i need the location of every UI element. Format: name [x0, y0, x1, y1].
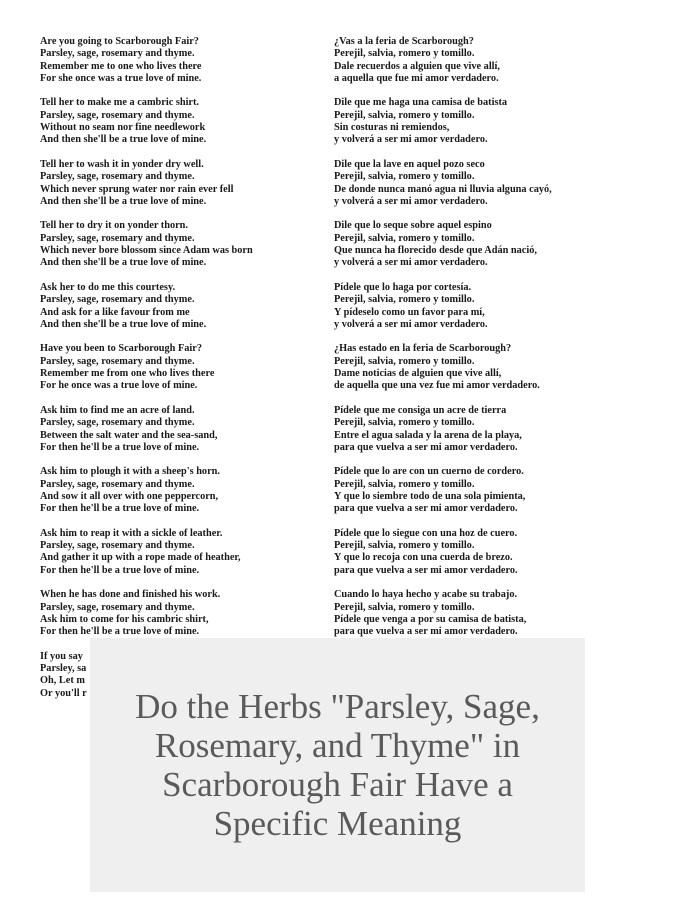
lyric-line: para que vuelva a ser mi amor verdadero.: [334, 626, 518, 638]
lyric-line: Perejil, salvia, romero y tomillo.: [334, 540, 475, 552]
lyric-line: Parsley, sage, rosemary and thyme.: [40, 355, 195, 367]
lyric-line: Parsley, sage, rosemary and thyme.: [40, 601, 195, 613]
lyric-line: And gather it up with a rope made of heather,: [40, 552, 241, 564]
stanza: [40, 97, 320, 146]
lyric-line: Or you'll r: [40, 687, 87, 699]
lyric-line: para que vuelva a ser mi amor verdadero.: [334, 441, 518, 453]
lyric-line: And ask for a like favour from me: [40, 306, 190, 318]
stanza: [40, 528, 320, 577]
lyric-line: Between the salt water and the sea-sand,: [40, 429, 218, 441]
stanza: [40, 159, 320, 208]
lyric-line: y volverá a ser mi amor verdadero.: [334, 318, 488, 330]
stanza: [40, 466, 320, 515]
lyric-line: Dile que la lave en aquel pozo seco: [334, 158, 485, 170]
lyric-line: Ask her to do me this courtesy.: [40, 281, 176, 293]
stanza: [334, 466, 654, 515]
lyric-line: Dale recuerdos a alguien que vive allí,: [334, 60, 500, 72]
lyric-line: For then he'll be a true love of mine.: [40, 626, 200, 638]
lyric-line: Perejil, salvia, romero y tomillo.: [334, 171, 475, 183]
lyric-line: Parsley, sage, rosemary and thyme.: [40, 540, 195, 552]
lyric-line: Pídele que me consiga un acre de tierra: [334, 404, 507, 416]
lyric-line: And then she'll be a true love of mine.: [40, 195, 207, 207]
lyric-line: ¿Has estado en la feria de Scarborough?: [334, 343, 512, 355]
lyric-line: Pídele que lo are con un cuerno de cordero.: [334, 466, 524, 478]
lyric-line: Perejil, salvia, romero y tomillo.: [334, 417, 475, 429]
stanza: [334, 97, 654, 146]
lyric-line: When he has done and finished his work.: [40, 589, 221, 601]
lyric-line: Perejil, salvia, romero y tomillo.: [334, 232, 475, 244]
stanza: [334, 405, 654, 454]
lyric-line: Ask him to come for his cambric shirt,: [40, 613, 209, 625]
lyric-line: Tell her to wash it in yonder dry well.: [40, 158, 204, 170]
lyric-line: Dame noticias de alguien que vive allí,: [334, 368, 502, 380]
lyric-line: Perejil, salvia, romero y tomillo.: [334, 478, 475, 490]
lyric-line: Ask him to find me an acre of land.: [40, 404, 195, 416]
lyric-line: para que vuelva a ser mi amor verdadero.: [334, 564, 518, 576]
lyric-line: Parsley, sa: [40, 663, 87, 675]
lyric-line: Sin costuras ni remiendos,: [334, 122, 450, 134]
lyric-line: Perejil, salvia, romero y tomillo.: [334, 355, 475, 367]
lyric-line: Pídele que lo haga por cortesía.: [334, 281, 472, 293]
lyric-line: Perejil, salvia, romero y tomillo.: [334, 48, 475, 60]
stanza: [334, 220, 654, 269]
lyric-line: Have you been to Scarborough Fair?: [40, 343, 202, 355]
stanza: [40, 405, 320, 454]
lyric-line: Parsley, sage, rosemary and thyme.: [40, 232, 195, 244]
lyric-line: y volverá a ser mi amor verdadero.: [334, 134, 488, 146]
lyric-line: Which never sprung water nor rain ever fell: [40, 183, 234, 195]
lyric-line: y volverá a ser mi amor verdadero.: [334, 195, 488, 207]
lyric-line: Which never bore blossom since Adam was born: [40, 245, 253, 257]
stanza: [40, 220, 320, 269]
lyric-line: Y pídeselo como un favor para mí,: [334, 306, 485, 318]
lyric-line: Without no seam nor fine needlework: [40, 122, 206, 134]
lyric-line: Remember me from one who lives there: [40, 368, 215, 380]
stanza: [40, 36, 320, 85]
lyric-line: Pídele que lo siegue con una hoz de cuero.: [334, 527, 518, 539]
lyric-line: Perejil, salvia, romero y tomillo.: [334, 109, 475, 121]
lyric-line: para que vuelva a ser mi amor verdadero.: [334, 503, 518, 515]
lyric-line: For he once was a true love of mine.: [40, 380, 198, 392]
lyric-line: Parsley, sage, rosemary and thyme.: [40, 294, 195, 306]
lyric-line: Ask him to reap it with a sickle of leather.: [40, 527, 223, 539]
lyric-line: Ask him to plough it with a sheep's horn.: [40, 466, 220, 478]
lyric-line: Entre el agua salada y la arena de la playa,: [334, 429, 522, 441]
lyric-line: Cuando lo haya hecho y acabe su trabajo.: [334, 589, 518, 601]
lyric-line: For then he'll be a true love of mine.: [40, 503, 200, 515]
lyric-line: Parsley, sage, rosemary and thyme.: [40, 171, 195, 183]
lyric-line: Are you going to Scarborough Fair?: [40, 36, 199, 47]
lyric-line: Que nunca ha florecido desde que Adán nació,: [334, 245, 537, 257]
stanza: [334, 589, 654, 638]
lyric-line: And then she'll be a true love of mine.: [40, 257, 207, 269]
stanza: [40, 282, 320, 331]
spanish-lyrics-column: [334, 36, 654, 651]
lyric-line: De donde nunca manó agua ni lluvia alguna cayó,: [334, 183, 552, 195]
title-overlay-card: [90, 638, 585, 892]
lyric-line: Pídele que venga a por su camisa de batista,: [334, 613, 527, 625]
lyric-line: Tell her to make me a cambric shirt.: [40, 97, 200, 109]
lyric-line: Parsley, sage, rosemary and thyme.: [40, 48, 195, 60]
lyric-line: a aquella que fue mi amor verdadero.: [334, 72, 499, 84]
stanza: [40, 589, 320, 638]
lyric-line: Tell her to dry it on yonder thorn.: [40, 220, 188, 232]
lyric-line: Parsley, sage, rosemary and thyme.: [40, 109, 195, 121]
lyric-line: Y que lo recoja con una cuerda de brezo.: [334, 552, 513, 564]
stanza: [40, 343, 320, 392]
lyric-line: Parsley, sage, rosemary and thyme.: [40, 417, 195, 429]
lyric-line: And sow it all over with one peppercorn,: [40, 490, 219, 502]
lyric-line: Perejil, salvia, romero y tomillo.: [334, 601, 475, 613]
lyric-line: Dile que lo seque sobre aquel espino: [334, 220, 492, 232]
lyric-line: y volverá a ser mi amor verdadero.: [334, 257, 488, 269]
lyric-line: Parsley, sage, rosemary and thyme.: [40, 478, 195, 490]
lyric-line: Oh, Let m: [40, 675, 85, 687]
lyric-line: Y que lo siembre todo de una sola pimienta,: [334, 490, 526, 502]
stanza: [334, 36, 654, 85]
lyric-line: For then he'll be a true love of mine.: [40, 564, 200, 576]
lyric-line: ¿Vas a la feria de Scarborough?: [334, 36, 474, 47]
lyric-line: Dile que me haga una camisa de batista: [334, 97, 508, 109]
lyric-line: And then she'll be a true love of mine.: [40, 134, 207, 146]
lyric-line: Perejil, salvia, romero y tomillo.: [334, 294, 475, 306]
english-lyrics-column: [40, 36, 320, 712]
stanza: [334, 343, 654, 392]
article-title: Do the Herbs "Parsley, Sage, Rosemary, and Thyme" in Scarborough Fair Have a Specific Meaning: [135, 687, 540, 843]
lyric-line: If you say: [40, 650, 83, 662]
lyric-line: For she once was a true love of mine.: [40, 72, 202, 84]
lyric-line: And then she'll be a true love of mine.: [40, 318, 207, 330]
lyric-line: Remember me to one who lives there: [40, 60, 202, 72]
lyric-line: For then he'll be a true love of mine.: [40, 441, 200, 453]
stanza: [334, 159, 654, 208]
lyric-line: de aquella que una vez fue mi amor verdadero.: [334, 380, 540, 392]
stanza: [334, 282, 654, 331]
stanza: [334, 528, 654, 577]
